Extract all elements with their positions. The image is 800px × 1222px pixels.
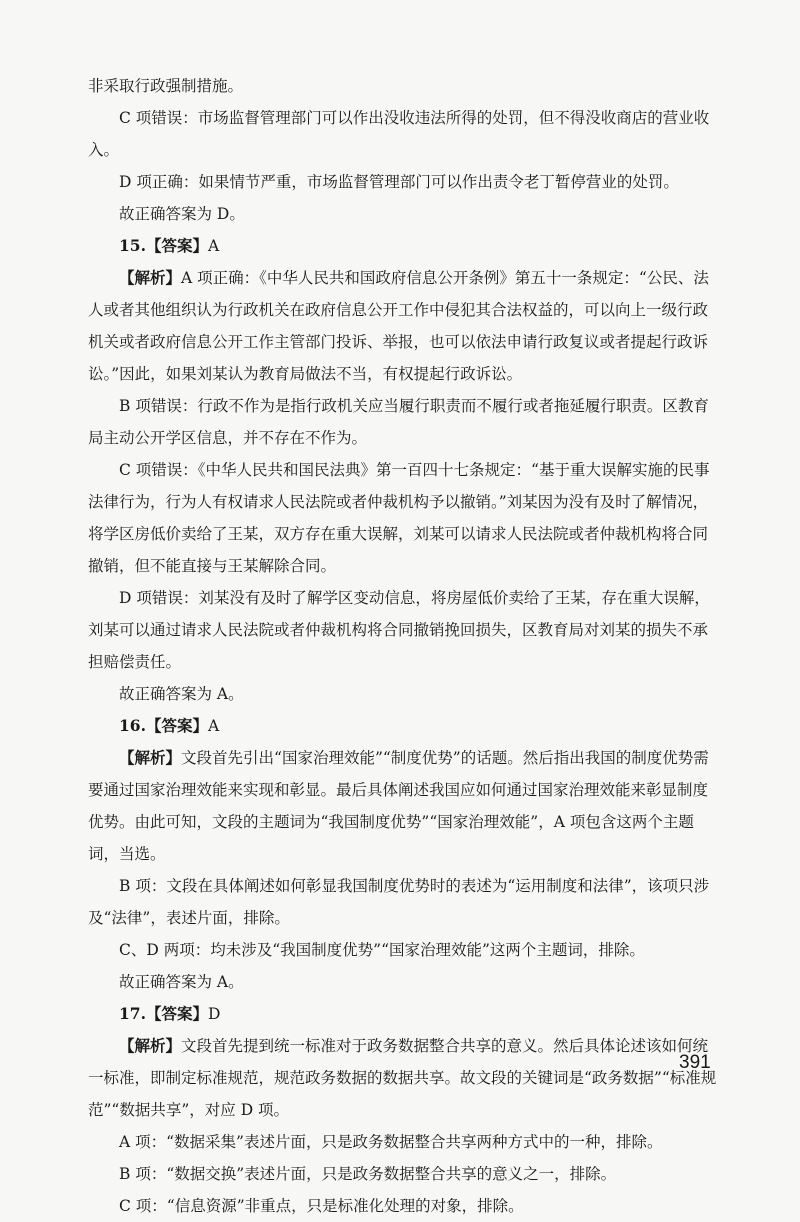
paragraph-text: A 项：“数据采集”表述片面，只是政务数据整合共享两种方式中的一种，排除。 [119, 1133, 663, 1151]
paragraph-label: 15.【答案】 [119, 236, 208, 255]
paragraph-text: 非采取行政强制措施。 [88, 77, 244, 95]
paragraph-label: 【解析】 [119, 268, 182, 287]
paragraph-text: 文段首先引出“国家治理效能”“制度优势”的话题。然后指出我国的制度优势需要通过国家治理效能来实现和彰显。最后具体阐述我国应如何通过国家治理效能来彰显制度优势。由此可知，文段的主题词为“我国制度优势”“国家治理效能”，A 项包含这两个主题词，当选。 [88, 749, 709, 863]
paragraph-text: C 项错误：《中华人民共和国民法典》第一百四十七条规定：“基于重大误解实施的民事法律行为，行为人有权请求人民法院或者仲裁机构予以撤销。”刘某因为没有及时了解情况，将学区房低价卖给了王某，双方存在重大误解，刘某可以请求人民法院或者仲裁机构将合同撤销，但不能直接与王某解除合同。 [88, 461, 710, 575]
paragraph [88, 998, 718, 1030]
paragraph [88, 966, 718, 998]
paragraph [88, 166, 718, 198]
paragraph [88, 102, 718, 166]
paragraph-text: 故正确答案为 A。 [119, 685, 244, 703]
paragraph-text: D [207, 1005, 221, 1023]
paragraph-text: A [207, 717, 220, 735]
paragraph-label: 【解析】 [119, 1036, 182, 1055]
paragraph-text: D 项正确：如果情节严重，市场监督管理部门可以作出责令老丁暂停营业的处罚。 [119, 173, 679, 191]
paragraph [88, 454, 718, 582]
paragraph-text: A [207, 237, 220, 255]
paragraph [88, 742, 718, 870]
paragraph-text: A 项正确：《中华人民共和国政府信息公开条例》第五十一条规定：“公民、法人或者其他组织认为行政机关在政府信息公开工作中侵犯其合法权益的，可以向上一级行政机关或者政府信息公开工作主管部门投诉、举报，也可以依法申请行政复议或者提起行政诉讼。”因此，如果刘某认为教育局做法不当，有权提起行政诉讼。 [88, 269, 709, 383]
paragraph [88, 934, 718, 966]
paragraph-label: 17.【答案】 [119, 1004, 208, 1023]
paragraph [88, 230, 718, 262]
paragraph-text: B 项：文段在具体阐述如何彰显我国制度优势时的表述为“运用制度和法律”，该项只涉及“法律”，表述片面，排除。 [88, 877, 710, 927]
paragraph-text: C 项错误：市场监督管理部门可以作出没收违法所得的处罚，但不得没收商店的营业收入。 [88, 109, 710, 159]
paragraph [88, 1158, 718, 1190]
paragraph [88, 390, 718, 454]
paragraph-label: 【解析】 [119, 748, 182, 767]
paragraph-text: B 项错误：行政不作为是指行政机关应当履行职责而不履行或者拖延履行职责。区教育局主动公开学区信息，并不存在不作为。 [88, 397, 709, 447]
paragraph [88, 678, 718, 710]
paragraph-text: 文段首先提到统一标准对于政务数据整合共享的意义。然后具体论述该如何统一标准，即制定标准规范，规范政务数据的数据共享。故文段的关键词是“政务数据”“标准规范”“数据共享”，对应 D 项。 [88, 1037, 717, 1119]
paragraph-text: D 项错误：刘某没有及时了解学区变动信息，将房屋低价卖给了王某，存在重大误解，刘某可以通过请求人民法院或者仲裁机构将合同撤销挽回损失，区教育局对刘某的损失不承担赔偿责任。 [88, 589, 710, 671]
paragraph [88, 582, 718, 678]
paragraph [88, 1126, 718, 1158]
paragraph-text: 故正确答案为 D。 [119, 205, 245, 223]
paragraph [88, 1030, 718, 1126]
paragraph [88, 710, 718, 742]
paragraph-text: C 项：“信息资源”非重点，只是标准化处理的对象，排除。 [119, 1197, 524, 1215]
page-body [88, 70, 718, 1222]
paragraph-text: B 项：“数据交换”表述片面，只是政务数据整合共享的意义之一，排除。 [119, 1165, 617, 1183]
paragraph [88, 870, 718, 934]
paragraph-text: C、D 两项：均未涉及“我国制度优势”“国家治理效能”这两个主题词，排除。 [119, 941, 645, 959]
paragraph [88, 1190, 718, 1222]
paragraph-label: 16.【答案】 [119, 716, 208, 735]
paragraph [88, 262, 718, 390]
paragraph [88, 70, 718, 102]
page-number: 391 [679, 1052, 711, 1073]
paragraph [88, 198, 718, 230]
paragraph-text: 故正确答案为 A。 [119, 973, 244, 991]
